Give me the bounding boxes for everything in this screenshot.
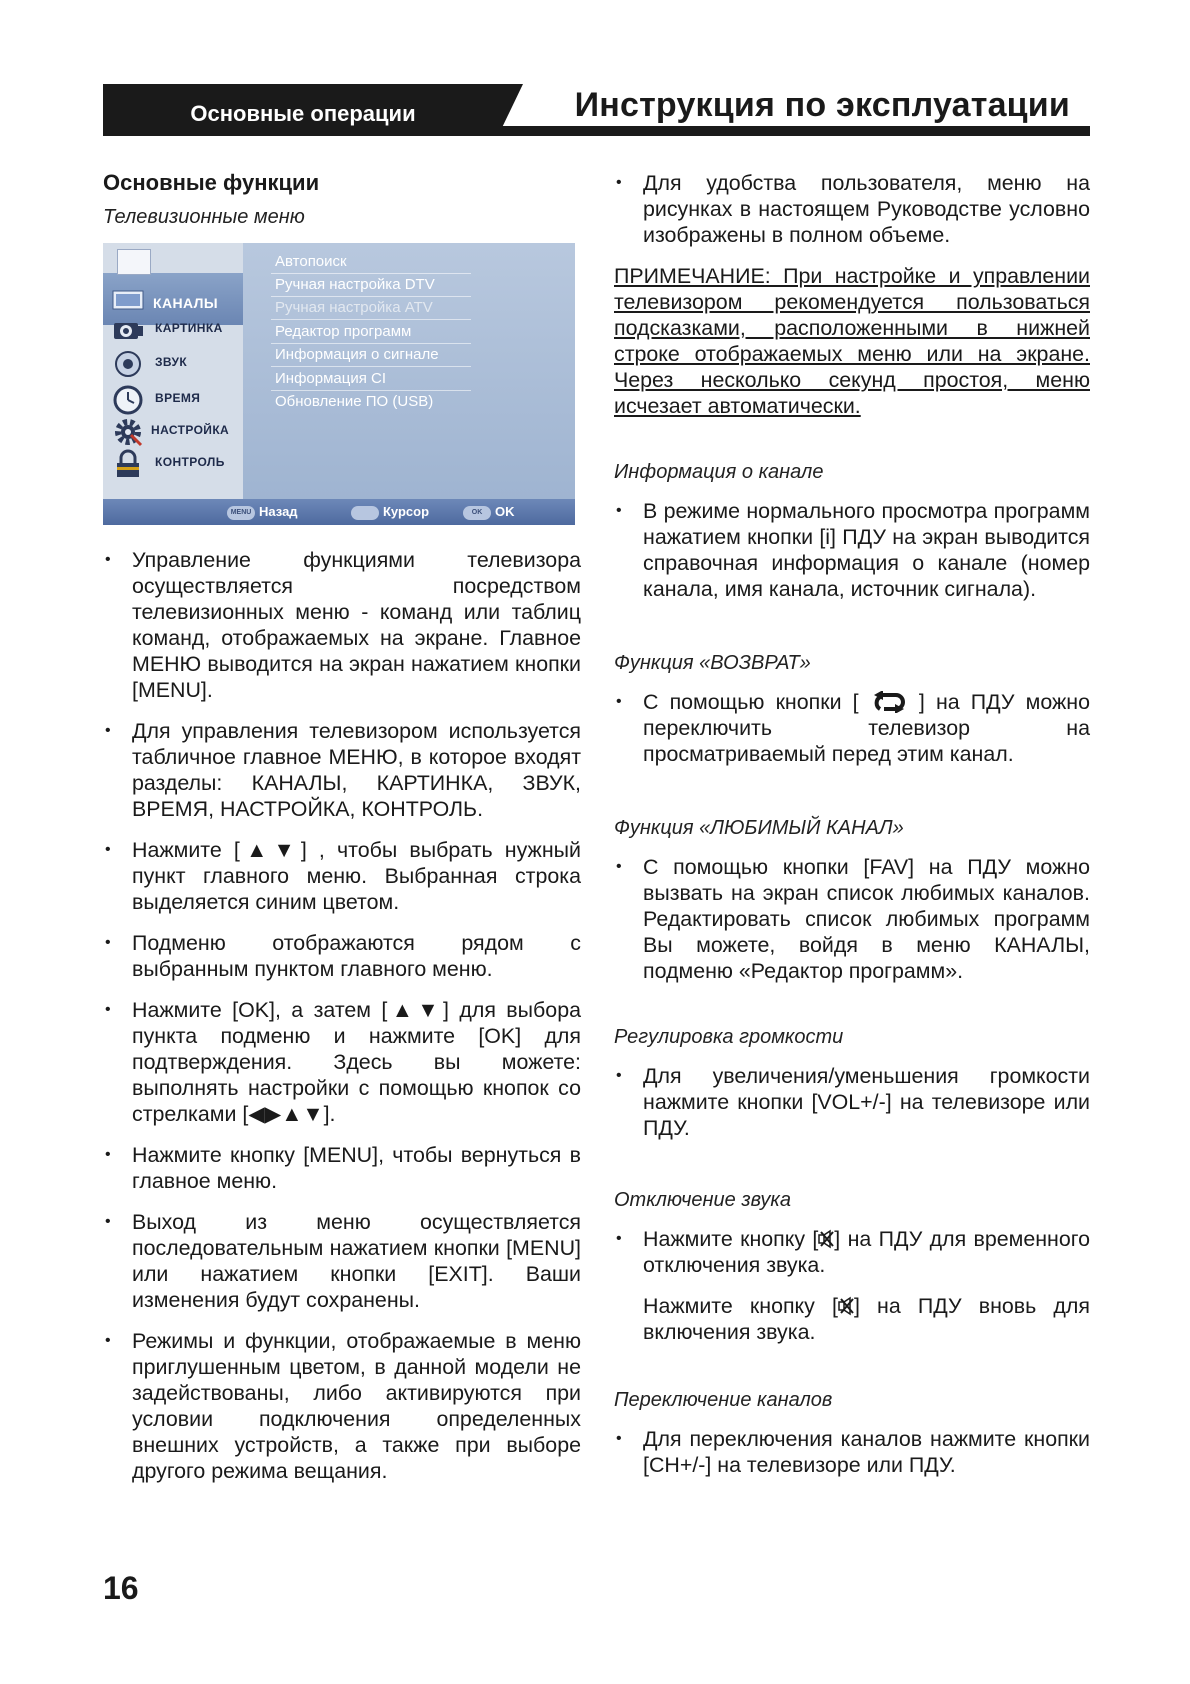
tv-submenu-item: Обновление ПО (USB) (275, 393, 434, 410)
tv-submenu-divider (271, 390, 471, 391)
tv-cat-channels (103, 283, 243, 317)
clock-icon (111, 385, 145, 415)
tv-submenu-item: Ручная настройка DTV (275, 276, 435, 293)
tv-submenu-item: Информация о сигнале (275, 346, 439, 363)
bullet-item: • Нажмите [OK], а затем [▲▼] для выбора пункта подменю и нажмите [OK] для подтверждения. Здесь вы можете: выполнять настройки с помощью кнопок со стрелками [◀▶▲▼]. (103, 997, 581, 1127)
tv-cat-time (103, 383, 243, 417)
bullet-item (614, 1226, 1090, 1278)
intro-bullets (614, 170, 1090, 248)
text-fragment: ] на ПДУ вновь для включения звука. (643, 1294, 1090, 1344)
channel-info-bullets (614, 498, 1090, 602)
tv-hint-label: Курсор (383, 504, 430, 519)
channels-icon (111, 285, 145, 315)
text-fragment: С помощью кнопки [ (643, 690, 859, 714)
bullet-item: • Нажмите [▲▼] , чтобы выбрать нужный пункт главного меню. Выбранная строка выделяется синим цветом. (103, 837, 581, 915)
bullet-item (614, 689, 1090, 767)
return-bullets (614, 689, 1090, 767)
ok-key-icon: OK (463, 506, 491, 520)
tv-hint-back (227, 503, 298, 521)
volume-bullets (614, 1063, 1090, 1141)
bullet-item: • В режиме нормального просмотра программ нажатием кнопки [i] ПДУ на экран выводится справочная информация о канале (номер канала, имя канала, источник сигнала). (614, 498, 1090, 602)
tv-tile-icon (117, 249, 151, 275)
tv-submenu-divider (271, 296, 471, 297)
mute-icon (818, 1229, 834, 1249)
bullet-item: • Для удобства пользователя, меню на рисунках в настоящем Руководстве условно изображены в полном объеме. (614, 170, 1090, 248)
section-label: Основные операции (190, 101, 416, 126)
left-column (103, 170, 581, 1499)
lock-icon (111, 449, 145, 479)
header-rule (498, 126, 1090, 136)
tv-hint-ok (463, 503, 515, 521)
tv-hint-label: OK (495, 504, 515, 519)
page-number: 16 (103, 1570, 139, 1606)
bullet-item (614, 1293, 1090, 1345)
section-tab (103, 84, 523, 136)
tv-menu-hint-bar (103, 499, 575, 525)
bullet-item: • Для переключения каналов нажмите кнопки [CH+/-] на телевизоре или ПДУ. (614, 1426, 1090, 1478)
tv-cat-control (103, 447, 243, 481)
mute-bullets (614, 1226, 1090, 1345)
bullet-item: • Для увеличения/уменьшения громкости нажмите кнопки [VOL+/-] на телевизоре или ПДУ. (614, 1063, 1090, 1141)
bullet-item: • Для управления телевизором используется табличное главное МЕНЮ, в которое входят разделы: КАНАЛЫ, КАРТИНКА, ЗВУК, ВРЕМЯ, НАСТРОЙКА, КОНТРОЛЬ. (103, 718, 581, 822)
bullet-item: • Нажмите кнопку [MENU], чтобы вернуться в главное меню. (103, 1142, 581, 1194)
right-column (614, 170, 1090, 1493)
tv-cat-picture (103, 313, 243, 347)
tv-cat-label: КОНТРОЛЬ (155, 455, 225, 469)
note-paragraph: ПРИМЕЧАНИЕ: При настройке и управлении телевизором рекомендуется пользоваться подсказками, расположенными в нижней строке отображаемых меню или на экране. Через несколько секунд простоя, меню исчезает автоматически. (614, 264, 1090, 418)
tv-submenu-item: Информация CI (275, 370, 387, 387)
tv-submenu-item: Ручная настройка ATV (275, 299, 433, 316)
tv-submenu-item: Автопоиск (275, 253, 347, 270)
subhead-return: Функция «ВОЗВРАТ» (614, 652, 811, 674)
tv-menu-screenshot (103, 243, 575, 525)
bullet-item: • Режимы и функции, отображаемые в меню приглушенным цветом, в данной модели не задействованы, либо активируются при условии подключения определенных внешних устройств, а также при выборе другого режима вещания. (103, 1328, 581, 1484)
return-icon (870, 691, 908, 713)
text-fragment: Нажмите кнопку [ (643, 1227, 819, 1251)
cursor-key-icon (351, 506, 379, 520)
subhead-volume: Регулировка громкости (614, 1026, 844, 1048)
tv-submenu-divider (271, 343, 471, 344)
tv-submenu-divider (271, 319, 471, 320)
tv-cat-label: ЗВУК (155, 355, 188, 369)
text-fragment: Нажмите кнопку [ (643, 1294, 838, 1318)
page-title: Инструкция по эксплуатации (574, 86, 1070, 124)
section-title: Основные функции (103, 170, 320, 195)
tv-submenu-divider (271, 366, 471, 367)
subhead-favorite: Функция «ЛЮБИМЫЙ КАНАЛ» (614, 817, 904, 839)
text-fragment: ] на ПДУ можно переключить телевизор на просматриваемый перед этим канал. (643, 690, 1090, 766)
menu-key-icon: MENU (227, 506, 255, 520)
text-fragment: ] на ПДУ для временного отключения звука. (643, 1227, 1090, 1277)
channels-bullets (614, 1426, 1090, 1478)
tv-cat-label: ВРЕМЯ (155, 391, 201, 405)
tv-cat-label: КАНАЛЫ (153, 295, 218, 311)
bullet-item: • Подменю отображаются рядом с выбранным пунктом главного меню. (103, 930, 581, 982)
bullet-item: • Выход из меню осуществляется последовательным нажатием кнопки [MENU] или нажатием кнопки [EXIT]. Ваши изменения будут сохранены. (103, 1209, 581, 1313)
tv-submenu-item: Редактор программ (275, 323, 412, 340)
bullet-item: • С помощью кнопки [FAV] на ПДУ можно вызвать на экран список любимых каналов. Редактировать список любимых программ Вы можете, войдя в меню КАНАЛЫ, подменю «Редактор программ». (614, 854, 1090, 984)
tv-cat-setup (103, 415, 243, 449)
tv-hint-cursor (351, 503, 429, 521)
tv-cat-sound (103, 347, 243, 381)
page-header (103, 84, 1090, 136)
bullet-item: • Управление функциями телевизора осуществляется посредством телевизионных меню - команд или таблиц команд, отображаемых на экране. Главное МЕНЮ выводится на экран нажатием кнопки [MENU]. (103, 547, 581, 703)
subhead-mute: Отключение звука (614, 1189, 792, 1211)
camera-icon (111, 315, 145, 345)
tv-submenu-divider (271, 273, 471, 274)
subhead-channels: Переключение каналов (614, 1389, 833, 1411)
left-bullets (103, 547, 581, 1484)
tv-cat-label: КАРТИНКА (155, 321, 223, 335)
sound-icon (111, 349, 145, 379)
tv-cat-label: НАСТРОЙКА (151, 423, 230, 437)
subhead-channel-info: Информация о канале (614, 461, 824, 483)
favorite-bullets (614, 854, 1090, 984)
tv-hint-label: Назад (259, 504, 298, 519)
subhead-tv-menu: Телевизионные меню (103, 206, 305, 228)
mute-icon (838, 1296, 854, 1316)
gear-icon (111, 417, 145, 447)
